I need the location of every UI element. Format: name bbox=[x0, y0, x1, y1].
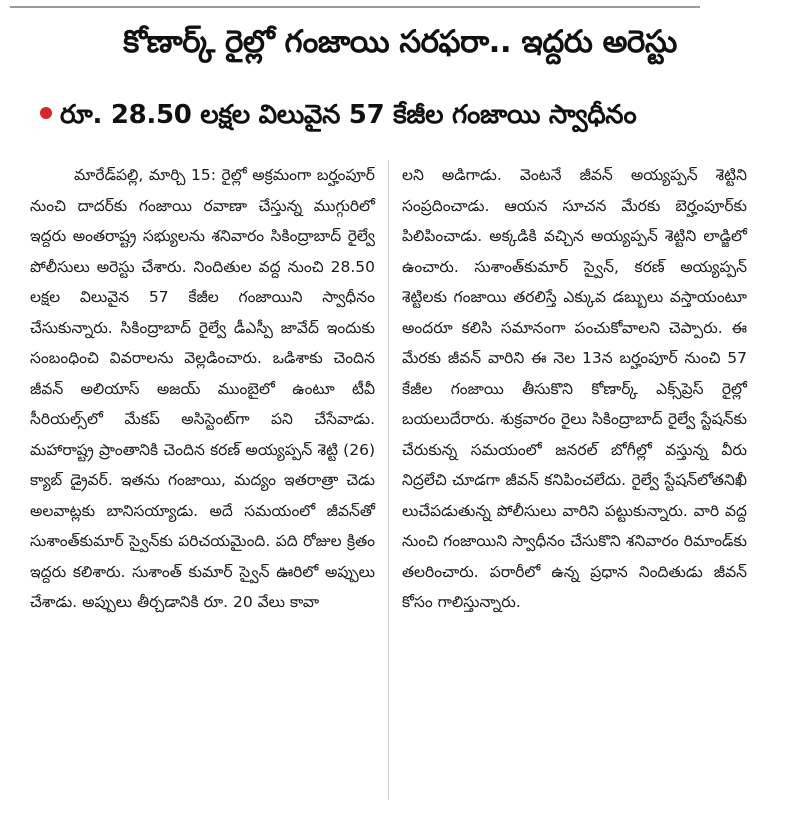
headline: కోణార్క్ రైల్లో గంజాయి సరఫరా.. ఇద్దరు అరెస్టు bbox=[123, 24, 677, 60]
body-column-right bbox=[402, 160, 747, 618]
top-rule bbox=[10, 6, 700, 8]
body-text-left: మారేడ్‌పల్లి, మార్చి 15: రైల్లో అక్రమంగా బర్హంపూర్ నుంచి దాదర్‌కు గంజాయి రవాణా చేస్తున్న ముగ్గురిలో ఇద్దరు అంతరాష్ట్ర సభ్యులను శనివారం సికింద్రాబాద్ రైల్వే పోలీసులు అరెస్టు చేశారు. నిందితుల వద్ద నుంచి 28.50 లక్షల విలువైన 57 కేజీల గంజాయిని స్వాధీనం చేసుకున్నారు. సికింద్రాబాద్ రైల్వే డీఎస్పీ జావేద్ ఇందుకు సంబంధించి వివరాలను వెల్లడించారు. ఒడిశాకు చెందిన జీవన్ అలియాస్ అజయ్ ముంబైలో ఉంటూ టీవీ సీరియల్స్‌లో మేకప్ అసిస్టెంట్‌గా పని చేసేవాడు. మహారాష్ట్ర ప్రాంతానికి చెందిన కరణ్ అయ్యప్పన్ శెట్టి (26) క్యాబ్ డ్రైవర్. ఇతను గంజాయి, మద్యం ఇతరాత్రా చెడు అలవాట్లకు బానిసయ్యాడు. అదే సమయంలో జీవన్‌తో సుశాంత్‌కుమార్ స్వైన్‌కు పరిచయమైంది. పది రోజుల క్రితం ఇద్దరు కలిశారు. సుశాంత్ కుమార్ స్వైన్ ఊరిలో అప్పులు చేశాడు. అప్పులు తీర్చడానికి రూ. 20 వేలు కావా bbox=[30, 166, 375, 611]
body-column-left bbox=[30, 160, 375, 618]
bullet-dot-icon bbox=[40, 107, 52, 119]
subheadline: రూ. 28.50 లక్షల విలువైన 57 కేజీల గంజాయి స్వాధీనం bbox=[60, 100, 637, 130]
body-text-right: లని అడిగాడు. వెంటనే జీవన్ అయ్యప్పన్ శెట్టిని సంప్రదించాడు. ఆయన సూచన మేరకు బెర్హంపూర్‌కు పిలిపించాడు. అక్కడికి వచ్చిన అయ్యప్పన్ శెట్టిని లాడ్జిలో ఉంచారు. సుశాంత్‌కుమార్ స్వైన్, కరణ్ అయ్యప్పన్ శెట్టిలకు గంజాయి తరలిస్తే ఎక్కువ డబ్బులు వస్తాయంటూ అందరూ కలిసి సమానంగా పంచుకోవాలని చెప్పారు. ఈ మేరకు జీవన్ వారిని ఈ నెల 13న బర్హంపూర్ నుంచి 57 కేజీల గంజాయి తీసుకొని కోణార్క్ ఎక్స్‌ప్రెస్ రైల్లో బయలుదేరారు. శుక్రవారం రైలు సికింద్రాబాద్ రైల్వే స్టేషన్‌కు చేరుకున్న సమయంలో జనరల్ బోగీల్లో వస్తున్న వీరు నిద్రలేచి చూడగా జీవన్ కనిపించలేదు. రైల్వే స్టేషన్‌లోతనిఖీ లుచేపడుతున్న పోలీసులు వారిని పట్టుకున్నారు. వారి వద్ద నుంచి గంజాయిని స్వాధీనం చేసుకొని శనివారం రిమాండ్‌కు తలరించారు. పరారీలో ఉన్న ప్రధాన నిందితుడు జీవన్ కోసం గాలిస్తున్నారు. bbox=[402, 166, 747, 611]
subheadline-row bbox=[40, 100, 780, 136]
column-divider bbox=[388, 160, 389, 800]
